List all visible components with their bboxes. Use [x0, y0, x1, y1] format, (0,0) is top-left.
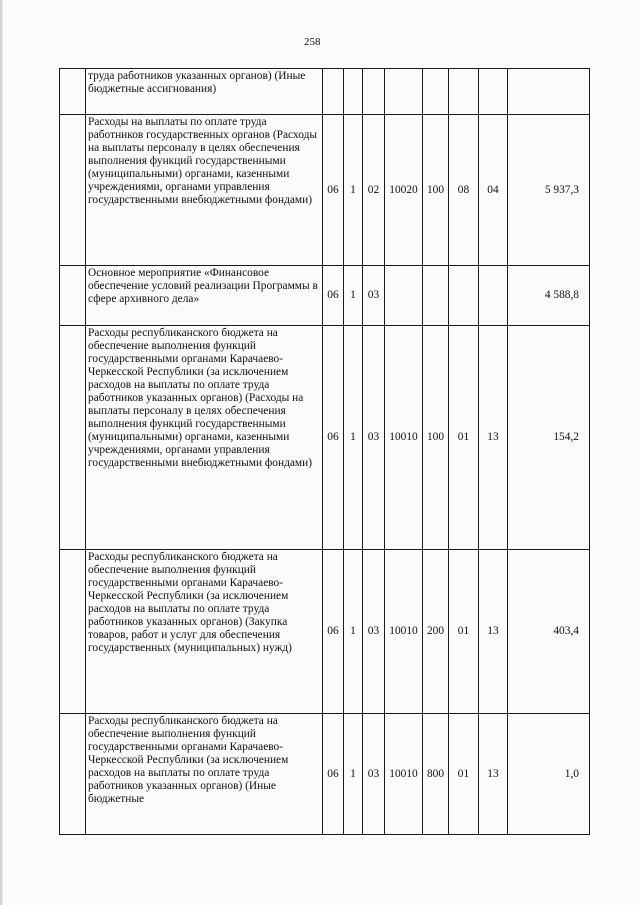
code-cell: 1 [344, 115, 363, 266]
expense-name-cell: Расходы на выплаты по оплате труда работников государственных органов (Расходы на выплаты персоналу в целях обеспечения выполнения функций государственными (муниципальными) органами, казенными учреждениями, органами управления государственными внебюджетными фондами) [86, 115, 323, 266]
amount-cell: 154,2 [508, 326, 590, 550]
code-cell: 100 [423, 115, 449, 266]
code-cell: 06 [323, 266, 344, 326]
row-number-cell [60, 550, 86, 714]
expense-name-cell: Расходы республиканского бюджета на обеспечение выполнения функций государственными органами Карачаево-Черкесской Республики (за исключением расходов на выплаты по оплате труда работников указанных органов) (Закупка товаров, работ и услуг для обеспечения государственных (муниципальных) нужд) [86, 550, 323, 714]
code-cell [385, 69, 423, 115]
code-cell [323, 69, 344, 115]
code-cell [449, 69, 479, 115]
row-number-cell [60, 115, 86, 266]
amount-cell: 403,4 [508, 550, 590, 714]
code-cell [449, 266, 479, 326]
code-cell: 13 [479, 326, 508, 550]
code-cell [344, 69, 363, 115]
expense-name-cell: труда работников указанных органов) (Иные бюджетные ассигнования) [86, 69, 323, 115]
code-cell: 1 [344, 714, 363, 835]
code-cell: 800 [423, 714, 449, 835]
code-cell: 03 [363, 550, 385, 714]
code-cell: 10010 [385, 550, 423, 714]
code-cell: 10010 [385, 714, 423, 835]
code-cell: 06 [323, 714, 344, 835]
code-cell [423, 69, 449, 115]
code-cell: 06 [323, 326, 344, 550]
code-cell [479, 266, 508, 326]
code-cell: 01 [449, 714, 479, 835]
code-cell: 1 [344, 550, 363, 714]
code-cell: 06 [323, 550, 344, 714]
amount-cell [508, 69, 590, 115]
code-cell: 03 [363, 714, 385, 835]
code-cell [363, 69, 385, 115]
row-number-cell [60, 69, 86, 115]
amount-cell: 5 937,3 [508, 115, 590, 266]
expense-name-cell: Основное мероприятие «Финансовое обеспечение условий реализации Программы в сфере архивного дела» [86, 266, 323, 326]
code-cell: 06 [323, 115, 344, 266]
scan-edge-shadow [0, 0, 3, 905]
page-number: 258 [304, 36, 321, 48]
expense-name-cell: Расходы республиканского бюджета на обеспечение выполнения функций государственными органами Карачаево-Черкесской Республики (за исключением расходов на выплаты по оплате труда работников указанных органов) (Иные бюджетные [86, 714, 323, 835]
row-number-cell [60, 714, 86, 835]
code-cell: 100 [423, 326, 449, 550]
code-cell: 1 [344, 326, 363, 550]
table-row [60, 266, 590, 326]
code-cell: 02 [363, 115, 385, 266]
amount-cell: 4 588,8 [508, 266, 590, 326]
code-cell: 01 [449, 550, 479, 714]
code-cell: 08 [449, 115, 479, 266]
table-row [60, 550, 590, 714]
code-cell [423, 266, 449, 326]
table-row [60, 714, 590, 835]
expense-name-cell: Расходы республиканского бюджета на обеспечение выполнения функций государственными органами Карачаево-Черкесской Республики (за исключением расходов на выплаты по оплате труда работников указанных органов) (Расходы на выплаты персоналу в целях обеспечения выполнения функций государственными (муниципальными) органами, казенными учреждениями, органами управления государственными внебюджетными фондами) [86, 326, 323, 550]
code-cell [479, 69, 508, 115]
code-cell: 04 [479, 115, 508, 266]
code-cell: 200 [423, 550, 449, 714]
code-cell: 01 [449, 326, 479, 550]
code-cell: 13 [479, 714, 508, 835]
row-number-cell [60, 326, 86, 550]
budget-table [59, 68, 590, 835]
code-cell: 03 [363, 266, 385, 326]
row-number-cell [60, 266, 86, 326]
table-row [60, 326, 590, 550]
table-row [60, 115, 590, 266]
code-cell: 03 [363, 326, 385, 550]
code-cell [385, 266, 423, 326]
code-cell: 1 [344, 266, 363, 326]
amount-cell: 1,0 [508, 714, 590, 835]
table-row [60, 69, 590, 115]
code-cell: 10010 [385, 326, 423, 550]
code-cell: 10020 [385, 115, 423, 266]
code-cell: 13 [479, 550, 508, 714]
